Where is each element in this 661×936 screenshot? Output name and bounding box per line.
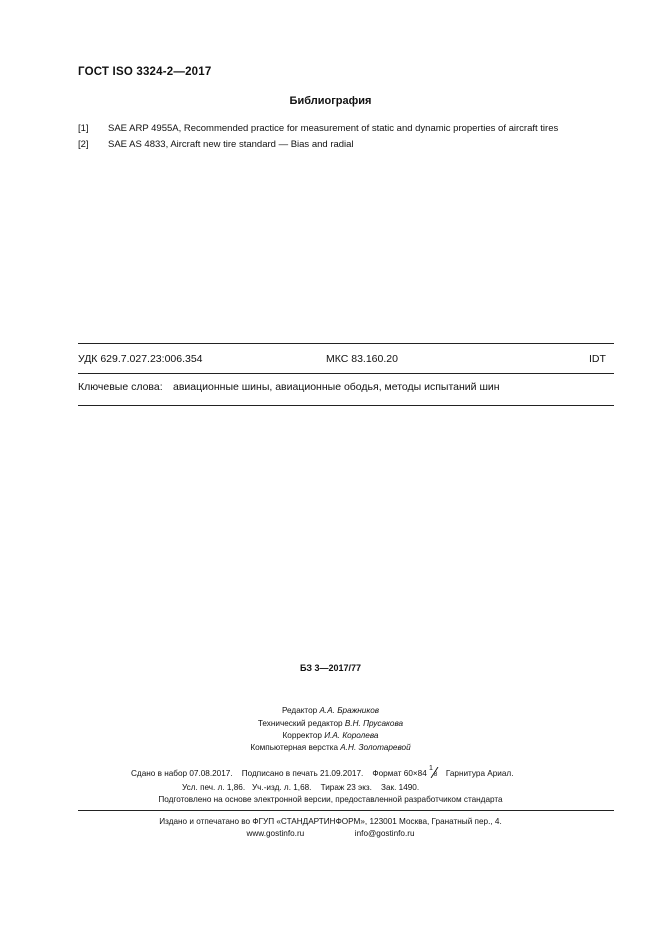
bibliography-entry-text: SAE ARP 4955A, Recommended practice for measurement of static and dynamic properties of aircraft tires	[108, 123, 559, 134]
bibliography-entry-number: [1]	[78, 123, 89, 134]
layout-line	[0, 743, 661, 752]
bibliography-entry-text: SAE AS 4833, Aircraft new tire standard — Bias and radial	[108, 139, 354, 150]
format-denominator: 8	[434, 772, 438, 778]
bibliography-entry-number: [2]	[78, 139, 89, 150]
document-header: ГОСТ ISO 3324-2—2017	[78, 66, 212, 78]
keywords-text: авиационные шины, авиационные ободья, методы испытаний шин	[173, 381, 500, 393]
bz-number: БЗ 3—2017/77	[299, 663, 362, 673]
prepared-note: Подготовлено на основе электронной версии, предоставленной разработчиком стандарта	[158, 795, 503, 804]
font-info: Гарнитура Ариал.	[445, 769, 514, 778]
editor-name: А.А. Бражников	[319, 706, 380, 715]
print-run: Тираж 23 экз.	[320, 783, 372, 792]
print-details-line	[131, 765, 514, 778]
layout-role: Компьютерная верстка	[250, 743, 339, 752]
tech-editor-line	[0, 719, 661, 728]
divider-bottom	[78, 405, 614, 406]
editor-role: Редактор	[281, 706, 318, 715]
sheets-line	[182, 783, 419, 792]
imprint-divider	[78, 810, 614, 811]
website-link[interactable]: www.gostinfo.ru	[246, 829, 305, 838]
divider-top	[78, 343, 614, 344]
bibliography-title: Библиография	[289, 95, 372, 107]
print-sheets: Усл. печ. л. 1,86.	[182, 783, 246, 792]
editor-line	[0, 706, 661, 715]
format-fraction	[429, 765, 439, 778]
proofreader-role: Корректор	[282, 731, 322, 740]
proofreader-name: И.А. Королева	[324, 731, 379, 740]
contacts-line	[0, 829, 661, 838]
tech-editor-name: В.Н. Прусакова	[344, 719, 404, 728]
divider-middle	[78, 373, 614, 374]
email-link[interactable]: info@gostinfo.ru	[354, 829, 415, 838]
tech-editor-role: Технический редактор	[257, 719, 343, 728]
udk-code: УДК 629.7.027.23:006.354	[78, 353, 203, 365]
layout-name: А.Н. Золотаревой	[340, 743, 411, 752]
order-number: Зак. 1490.	[381, 783, 420, 792]
proofreader-line	[0, 731, 661, 740]
format-numerator: 1	[429, 765, 433, 772]
sent-to-print: Сдано в набор 07.08.2017.	[131, 769, 233, 778]
publisher-line: Издано и отпечатано во ФГУП «СТАНДАРТИНФОРМ», 123001 Москва, Гранатный пер., 4.	[159, 817, 502, 826]
signed-to-print: Подписано в печать 21.09.2017.	[241, 769, 364, 778]
keywords-label: Ключевые слова:	[78, 381, 163, 393]
mks-code: МКС 83.160.20	[326, 353, 398, 365]
idt-label: IDT	[589, 353, 606, 365]
publish-sheets: Уч.-изд. л. 1,68.	[251, 783, 312, 792]
format-label: Формат 60×84	[372, 769, 427, 778]
